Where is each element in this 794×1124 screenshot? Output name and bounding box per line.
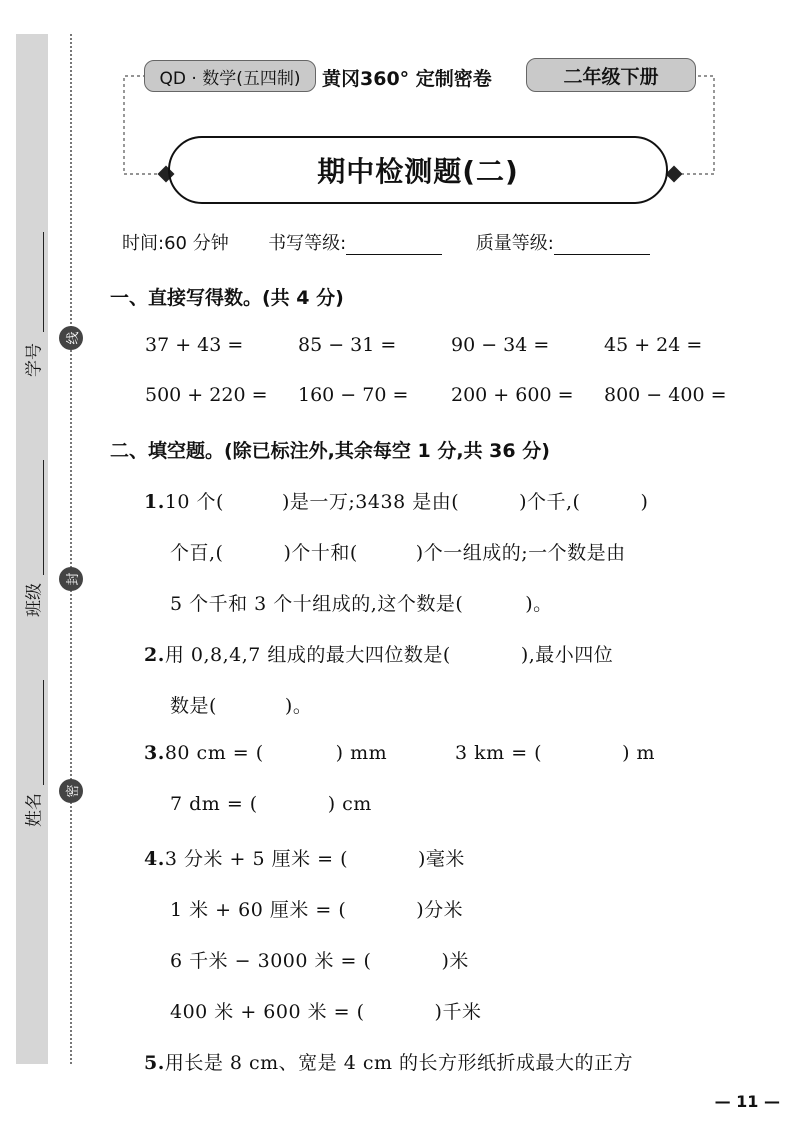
seal-xian: 线 <box>59 326 83 350</box>
q4-line4 <box>170 997 481 1024</box>
q1-text: )个千,( <box>519 491 581 513</box>
q1-text: 10 个( <box>164 491 224 513</box>
q4-text: )毫米 <box>418 848 465 870</box>
q3-line1b <box>455 742 655 764</box>
student-number-label: 学号 <box>24 343 45 377</box>
series-title: 黄冈360° 定制密卷 <box>322 68 492 90</box>
page-title: 期中检测题(二) <box>317 155 519 188</box>
equation: 200 + 600 = <box>451 384 574 406</box>
question-number: 1. <box>144 491 165 513</box>
section2-heading: 二、填空题。(除已标注外,其余每空 1 分,共 36 分) <box>110 440 550 462</box>
q5-line1 <box>144 1048 633 1075</box>
writing-grade-label: 书写等级: <box>268 233 347 254</box>
cut-line <box>70 34 72 1064</box>
q2-line1 <box>144 640 613 667</box>
q3-text: 80 cm = ( <box>164 742 264 764</box>
q3-text: ) cm <box>327 793 372 815</box>
q4-text: )分米 <box>416 899 464 921</box>
question-number: 4. <box>144 848 165 870</box>
q4-text: 1 米 + 60 厘米 = ( <box>170 899 347 921</box>
q1-text: )个一组成的;一个数是由 <box>415 542 626 564</box>
q5-text: 用长是 8 cm、宽是 4 cm 的长方形纸折成最大的正方 <box>164 1052 634 1074</box>
q3-text: 3 km = ( <box>455 742 543 764</box>
page-number: — 11 — <box>714 1092 780 1111</box>
equation: 45 + 24 = <box>604 334 703 356</box>
q2-text: )。 <box>284 695 313 717</box>
q3-text: ) mm <box>335 742 388 764</box>
subject-badge: QD · 数学(五四制) <box>144 60 316 92</box>
question-number: 2. <box>144 644 165 666</box>
seal-feng: 封 <box>59 567 83 591</box>
q2-line2 <box>170 691 312 718</box>
q2-text: 数是( <box>170 695 217 717</box>
writing-grade-blank[interactable] <box>346 234 442 255</box>
time-info: 时间:60 分钟 <box>122 233 229 254</box>
class-label: 班级 <box>24 583 45 617</box>
q1-text: 5 个千和 3 个十组成的,这个数是( <box>170 593 464 615</box>
quality-grade-blank[interactable] <box>554 234 650 255</box>
q3-line2 <box>170 793 372 815</box>
q1-line2 <box>170 538 626 565</box>
q1-text: )。 <box>525 593 553 615</box>
equation: 500 + 220 = <box>145 384 268 406</box>
equation: 85 − 31 = <box>298 334 397 356</box>
name-line <box>43 680 44 785</box>
q3-text: ) m <box>622 742 656 764</box>
q4-text: 3 分米 + 5 厘米 = ( <box>164 848 349 870</box>
q2-text: ),最小四位 <box>520 644 614 666</box>
q1-line1 <box>144 487 648 514</box>
exam-info <box>122 229 650 255</box>
equation: 800 − 400 = <box>604 384 727 406</box>
question-number: 5. <box>144 1052 165 1074</box>
q3-text: 7 dm = ( <box>170 793 258 815</box>
section1-heading: 一、直接写得数。(共 4 分) <box>110 287 344 309</box>
seal-mi: 密 <box>59 779 83 803</box>
q1-text: 个百,( <box>170 542 224 564</box>
equation: 37 + 43 = <box>145 334 244 356</box>
q1-text: )个十和( <box>283 542 358 564</box>
q4-text: 400 米 + 600 米 = ( <box>170 1001 365 1023</box>
q1-line3 <box>170 589 553 616</box>
q4-line3 <box>170 946 469 973</box>
q3-line1 <box>144 742 387 764</box>
q4-text: )米 <box>441 950 469 972</box>
question-number: 3. <box>144 742 165 764</box>
student-number-line <box>43 232 44 332</box>
q1-text: )是一万;3438 是由( <box>281 491 460 513</box>
q1-text: ) <box>640 491 649 513</box>
q4-line2 <box>170 895 463 922</box>
equation: 90 − 34 = <box>451 334 550 356</box>
equation: 160 − 70 = <box>298 384 409 406</box>
title-box <box>168 136 668 204</box>
name-label: 姓名 <box>24 793 45 827</box>
q4-text: )千米 <box>434 1001 482 1023</box>
q4-text: 6 千米 − 3000 米 = ( <box>170 950 372 972</box>
q2-text: 用 0,8,4,7 组成的最大四位数是( <box>164 644 451 666</box>
quality-grade-label: 质量等级: <box>475 233 554 254</box>
grade-badge: 二年级下册 <box>526 58 696 92</box>
q4-line1 <box>144 844 465 871</box>
class-line <box>43 460 44 575</box>
